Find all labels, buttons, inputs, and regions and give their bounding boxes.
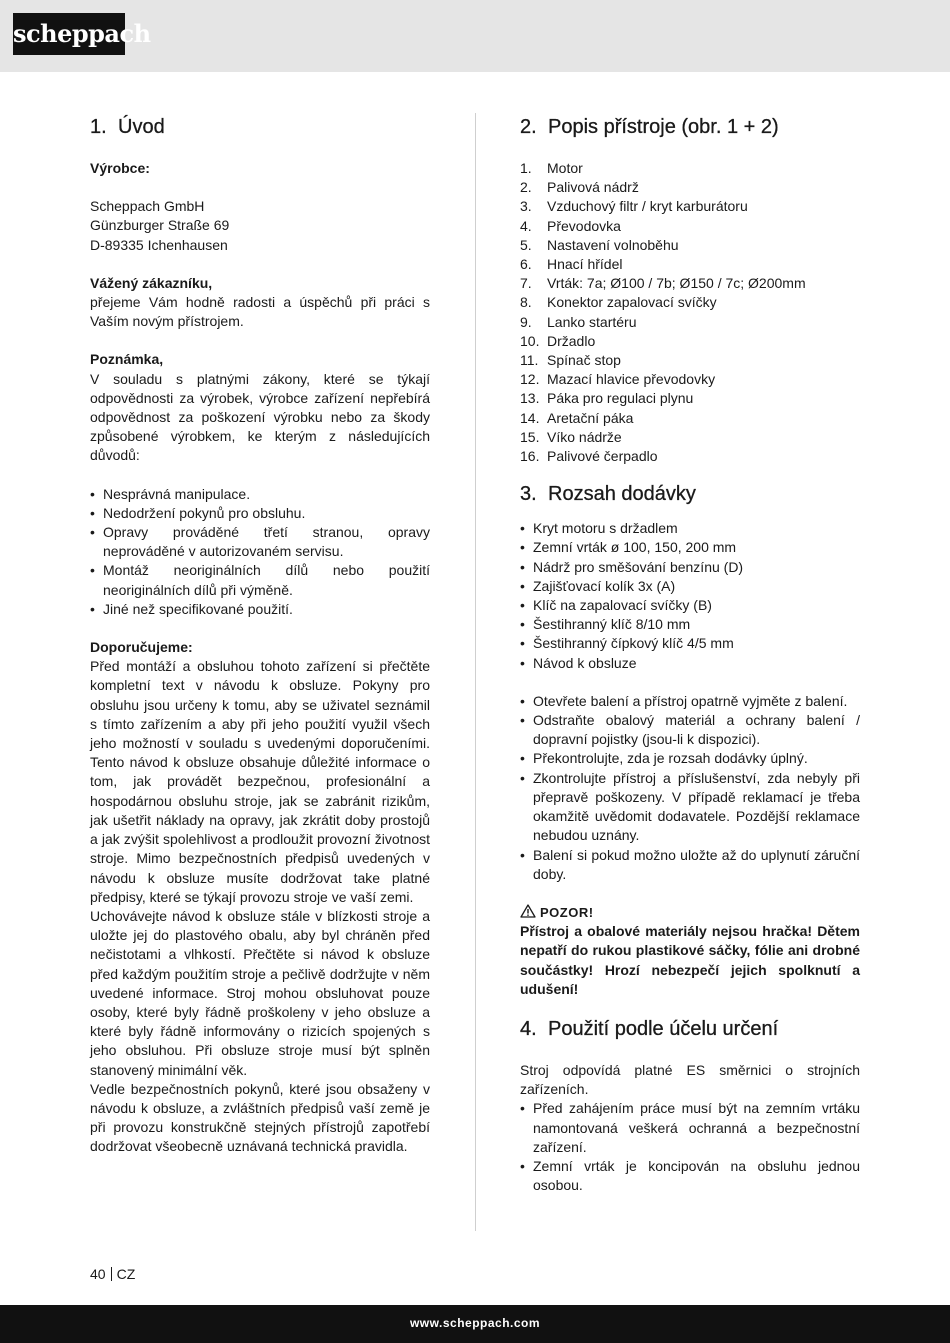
section-number: 4. — [520, 1017, 537, 1040]
dear-customer-text: přejeme Vám hodně radosti a úspěchů při práci s Vaším novým přístrojem. — [90, 294, 430, 330]
section-title: Použití podle účelu určení — [548, 1017, 779, 1040]
intended-use-intro: Stroj odpovídá platné ES směrnici o strojních zařízeních. — [520, 1061, 860, 1098]
unpacking-list — [520, 692, 860, 884]
section-number: 1. — [90, 116, 107, 138]
list-item: 15. Víko nádrže — [520, 428, 622, 445]
list-item: • Nádrž pro směšování benzínu (D) — [520, 558, 860, 577]
language-code: CZ — [116, 1266, 136, 1282]
list-item: 14. Aretační páka — [520, 409, 634, 426]
list-item: • Zkontrolujte přístroj a příslušenství, zda nebyly při přepravě poškozeny. V případě reklamací je třeba okamžitě uvědomit dodavatele. Pozdější reklamace nebudou uznány. — [520, 769, 860, 846]
address-line: Scheppach GmbH — [90, 198, 205, 215]
section-4-heading — [520, 1015, 860, 1043]
list-item: 9. Lanko startéru — [520, 313, 637, 330]
list-item: • Zemní vrták je koncipován na obsluhu jednou osobou. — [520, 1157, 860, 1195]
warning-text: Přístroj a obalové materiály nejsou hračka! Dětem nepatří do rukou plastikové sáčky, fólie ani drobné součástky! Hrozí nebezpečí jejich spolknutí a udušení! — [520, 923, 860, 997]
list-item: 3. Vzduchový filtr / kryt karburátoru — [520, 198, 748, 215]
list-item: 13. Páka pro regulaci plynu — [520, 390, 694, 407]
list-item: • Balení si pokud možno uložte až do uplynutí záruční doby. — [520, 846, 860, 884]
page-footer — [0, 1305, 950, 1343]
scope-of-delivery-list — [520, 519, 860, 673]
list-item: • Jiné než specifikované použití. — [90, 600, 430, 619]
list-item: • Odstraňte obalový materiál a ochrany balení / dopravní pojistky (jsou-li k dispozici). — [520, 711, 860, 749]
list-item: • Šestihranný klíč 8/10 mm — [520, 615, 860, 634]
list-item: 10. Držadlo — [520, 332, 596, 349]
list-item: 16. Palivové čerpadlo — [520, 448, 658, 465]
website-link[interactable]: www.scheppach.com — [409, 1316, 541, 1330]
note-label: Poznámka, — [90, 351, 164, 368]
column-divider — [475, 113, 476, 1231]
list-item: 4. Převodovka — [520, 217, 621, 234]
warning-triangle-icon — [520, 904, 536, 918]
list-item: 2. Palivová nádrž — [520, 179, 639, 196]
list-item: • Otevřete balení a přístroj opatrně vyjměte z balení. — [520, 692, 860, 711]
dear-customer-label: Vážený zákazníku, — [90, 274, 213, 291]
section-number: 3. — [520, 483, 537, 506]
recommend-label: Doporučujeme: — [90, 639, 193, 656]
list-item: • Kryt motoru s držadlem — [520, 519, 860, 538]
list-item: 5. Nastavení volnoběhu — [520, 236, 679, 253]
list-item: • Šestihranný čípkový klíč 4/5 mm — [520, 634, 860, 653]
list-item: 12. Mazací hlavice převodovky — [520, 371, 716, 388]
list-item: 6. Hnací hřídel — [520, 256, 623, 273]
manufacturer-label: Výrobce: — [90, 160, 150, 176]
list-item: 1. Motor — [520, 160, 583, 176]
list-item: • Nesprávná manipulace. — [90, 485, 430, 504]
address-line: Günzburger Straße 69 — [90, 217, 230, 234]
section-3-heading — [520, 480, 860, 508]
page-number — [90, 1266, 135, 1282]
parts-list — [520, 159, 860, 466]
list-item: • Nedodržení pokynů pro obsluhu. — [90, 504, 430, 523]
recommend-paragraph: Vedle bezpečnostních pokynů, které jsou obsaženy v návodu k obsluze, a zvláštních předpisů vaší země je při provozu konstrukčně stejných přístrojů zapotřebí dodržovat všeobecně uznávaná technická pravidla. — [90, 1080, 430, 1155]
list-item: 11. Spínač stop — [520, 352, 621, 369]
page-header — [0, 0, 950, 72]
warning-title: POZOR! — [540, 904, 594, 920]
separator — [111, 1267, 112, 1281]
liability-reasons-list — [90, 485, 430, 619]
recommend-paragraph: Uchovávejte návod k obsluze stále v blízkosti stroje a uložte jej do plastového obalu, aby byl chráněn před nečistotami a vlhkostí. Přečtěte si návod k obsluze před každým použitím stroje a pečlivě dodržujte v něm uvedené informace. Stroj mohou obsluhovat pouze osoby, které byly řádně proškoleny v jeho obsluze a které byly řádně informovány o rizicích spojených s jeho obsluhou. Při obsluze stroje musí být splněn stanovený minimální věk. — [90, 907, 430, 1078]
list-item: • Opravy prováděné třetí stranou, opravy neprováděné v autorizovaném servisu. — [90, 523, 430, 561]
warning-heading — [520, 903, 860, 922]
list-item: • Návod k obsluze — [520, 654, 860, 673]
list-item: 7. Vrták: 7a; Ø100 / 7b; Ø150 / 7c; Ø200mm — [520, 275, 806, 292]
scheppach-logo: scheppach — [13, 13, 125, 55]
list-item: • Zajišťovací kolík 3x (A) — [520, 577, 860, 596]
list-item: • Klíč na zapalovací svíčky (B) — [520, 596, 860, 615]
left-column — [90, 113, 430, 1157]
list-item: • Zemní vrták ø 100, 150, 200 mm — [520, 538, 860, 557]
section-title: Popis přístroje (obr. 1 + 2) — [548, 116, 779, 138]
section-1-heading — [90, 113, 430, 141]
right-column — [520, 113, 860, 1195]
list-item: • Před zahájením práce musí být na zemním vrtáku namontovaná veškerá ochranná a bezpečnostní zařízení. — [520, 1099, 860, 1157]
recommend-paragraph: Před montáží a obsluhou tohoto zařízení si přečtěte kompletní text v návodu k obsluze. Pokyny pro obsluhu jsou určeny k tomu, aby se uživatel seznámil s tímto zařízením a aby při jeho použití využil všech jeho možností v souladu s uvedenými doporučeními. Tento návod k obsluze obsahuje důležité informace o tom, jak provádět bezpečnou, profesionální a hospodárnou obsluhu stroje, jak se zabránit rizikům, jak ušetřit náklady na opravy, jak zkrátit doby prostojů a jak zvýšit spolehlivost a prodloužit provozní životnost stroje. Mimo bezpečnostních předpisů uvedených v návodu k obsluze musíte dodržovat take platné předpisy, které se týkají provozu stroje ve vaší zemi. — [90, 658, 430, 905]
note-text: V souladu s platnými zákony, které se týkají odpovědnosti za výrobek, výrobce zařízení nepřebírá odpovědnost za poškození výrobku nebo za škody způsobené výrobkem, ke kterým z následujících důvodů: — [90, 370, 430, 464]
section-title: Rozsah dodávky — [548, 483, 696, 506]
address-line: D-89335 Ichenhausen — [90, 236, 228, 253]
page-number-value: 40 — [90, 1266, 106, 1282]
list-item: • Překontrolujte, zda je rozsah dodávky úplný. — [520, 749, 860, 768]
intended-use-list — [520, 1099, 860, 1195]
section-number: 2. — [520, 116, 537, 138]
section-title: Úvod — [118, 116, 165, 138]
list-item: 8. Konektor zapalovací svíčky — [520, 294, 717, 311]
section-2-heading — [520, 113, 860, 141]
list-item: • Montáž neoriginálních dílů nebo použití neoriginálních dílů při výměně. — [90, 561, 430, 599]
